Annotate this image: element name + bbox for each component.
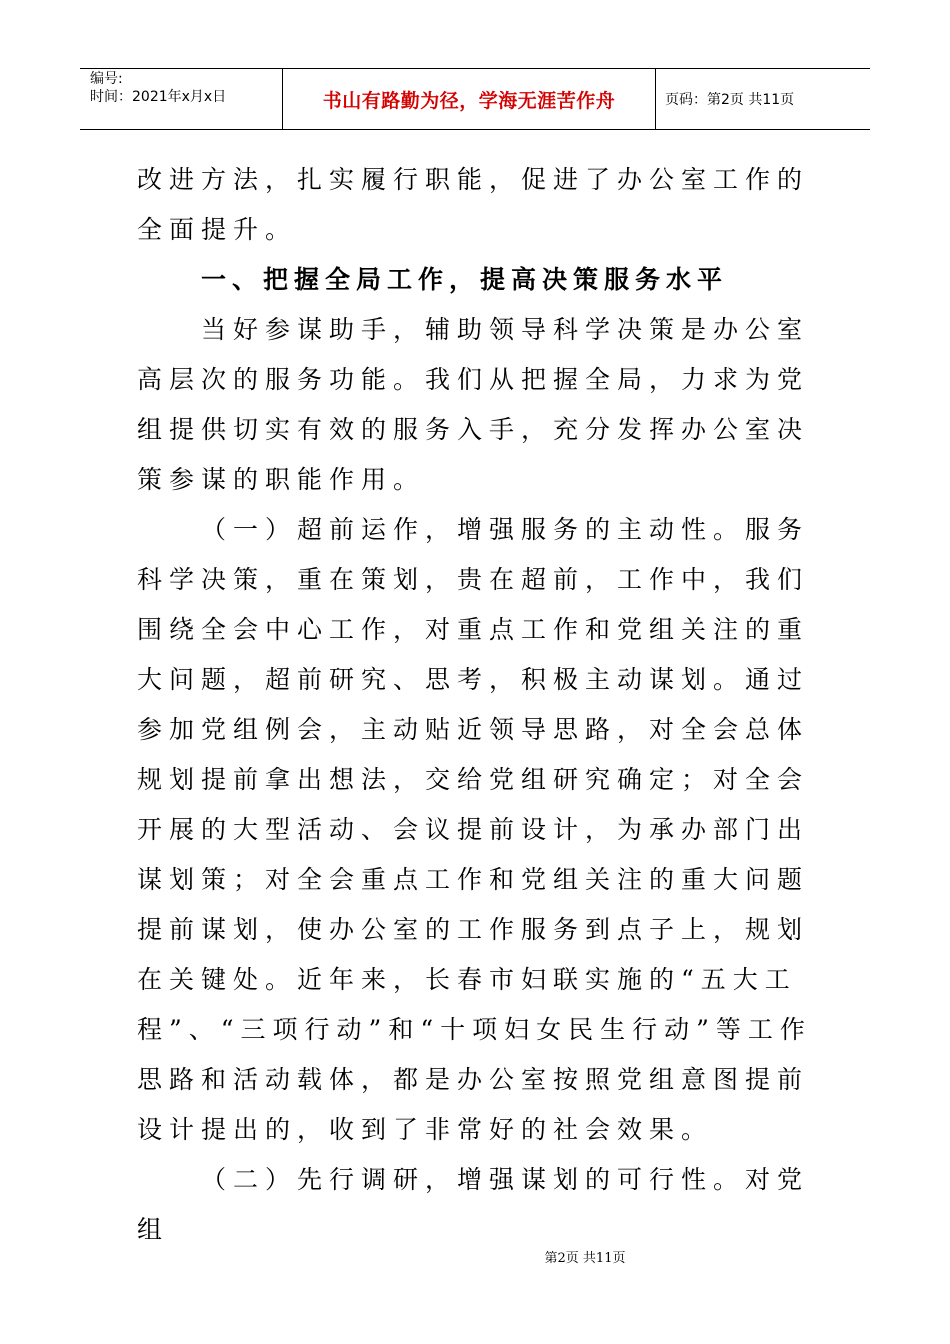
- page-footer: [0, 1247, 950, 1266]
- paragraph-intro: 当好参谋助手，辅助领导科学决策是办公室高层次的服务功能。我们从把握全局，力求为党组提供切实有效的服务入手，充分发挥办公室决策参谋的职能作用。: [137, 315, 810, 494]
- header-motto: 书山有路勤为径，学海无涯苦作舟: [322, 89, 616, 112]
- header-page-info: 页码：第2页 共11页: [665, 92, 795, 108]
- paragraph-continuation: 改进方法，扎实履行职能，促进了办公室工作的全面提升。: [137, 165, 810, 244]
- section-heading: 一、把握全局工作，提高决策服务水平: [201, 265, 729, 294]
- header-motto-cell: [282, 69, 656, 129]
- document-time-label: 时间：2021年x月x日: [90, 89, 227, 105]
- document-header: [80, 68, 870, 130]
- header-meta: [80, 69, 282, 129]
- paragraph-subsection-2: （二）先行调研，增强谋划的可行性。对党组: [137, 1165, 810, 1244]
- paragraph-subsection-1: （一）超前运作，增强服务的主动性。服务科学决策，重在策划，贵在超前，工作中，我们围绕全会中心工作，对重点工作和党组关注的重大问题，超前研究、思考，积极主动谋划。通过参加党组例会，主动贴近领导思路，对全会总体规划提前拿出想法，交给党组研究确定；对全会开展的大型活动、会议提前设计，为承办部门出谋划策；对全会重点工作和党组关注的重大问题提前谋划，使办公室的工作服务到点子上，规划在关键处。近年来，长春市妇联实施的“五大工程”、“三项行动”和“十项妇女民生行动”等工作思路和活动载体，都是办公室按照党组意图提前设计提出的，收到了非常好的社会效果。: [137, 515, 812, 1144]
- document-body: [137, 155, 817, 1255]
- header-page-cell: [655, 69, 870, 129]
- footer-page-info: 第2页 共11页: [544, 1251, 626, 1266]
- document-number-label: 编号:: [90, 71, 123, 87]
